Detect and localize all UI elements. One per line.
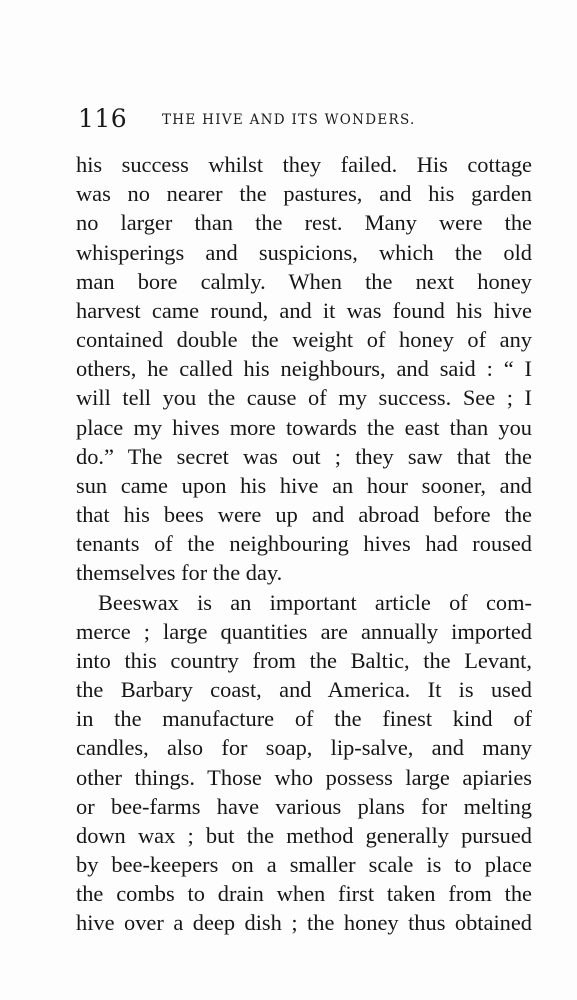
- text-line: the Barbary coast, and America. It is used: [76, 677, 532, 703]
- text-line: tenants of the neighbouring hives had roused: [76, 531, 532, 557]
- paragraph-start-line: Beeswax is an important article of com-: [98, 589, 532, 615]
- text-line: whisperings and suspicions, which the old: [76, 239, 532, 265]
- text-line: harvest came round, and it was found his hive: [76, 297, 532, 323]
- text-line: was no nearer the pastures, and his garden: [76, 181, 532, 207]
- text-line: no larger than the rest. Many were the: [76, 210, 532, 236]
- body-text: [76, 150, 532, 938]
- text-line: place my hives more towards the east than you: [76, 414, 532, 440]
- text-line: into this country from the Baltic, the Levant,: [76, 647, 532, 673]
- text-line: down wax ; but the method generally pursued: [76, 822, 532, 848]
- text-line: that his bees were up and abroad before the: [76, 502, 532, 528]
- text-line: do.” The secret was out ; they saw that the: [76, 443, 532, 469]
- text-line: by bee-keepers on a smaller scale is to place: [76, 852, 532, 878]
- text-line: contained double the weight of honey of any: [76, 327, 532, 353]
- page-number: 116: [78, 104, 128, 133]
- text-line: candles, also for soap, lip-salve, and many: [76, 735, 532, 761]
- text-line: in the manufacture of the finest kind of: [76, 706, 532, 732]
- text-line: his success whilst they failed. His cottage: [76, 152, 532, 177]
- page-header: [78, 104, 532, 134]
- text-line: will tell you the cause of my success. See ; I: [76, 385, 532, 411]
- text-line: or bee-farms have various plans for melting: [76, 793, 532, 819]
- text-line: others, he called his neighbours, and said : “ I: [76, 356, 532, 382]
- text-line: sun came upon his hive an hour sooner, and: [76, 472, 532, 498]
- text-line: hive over a deep dish ; the honey thus obtained: [76, 910, 532, 936]
- text-line: merce ; large quantities are annually imported: [76, 618, 532, 644]
- running-title: THE HIVE AND ITS WONDERS.: [162, 112, 416, 128]
- text-line: the combs to drain when first taken from the: [76, 881, 532, 907]
- paragraph-end-line: themselves for the day.: [76, 560, 283, 586]
- text-line: man bore calmly. When the next honey: [76, 268, 532, 294]
- text-line: other things. Those who possess large apiaries: [76, 764, 532, 790]
